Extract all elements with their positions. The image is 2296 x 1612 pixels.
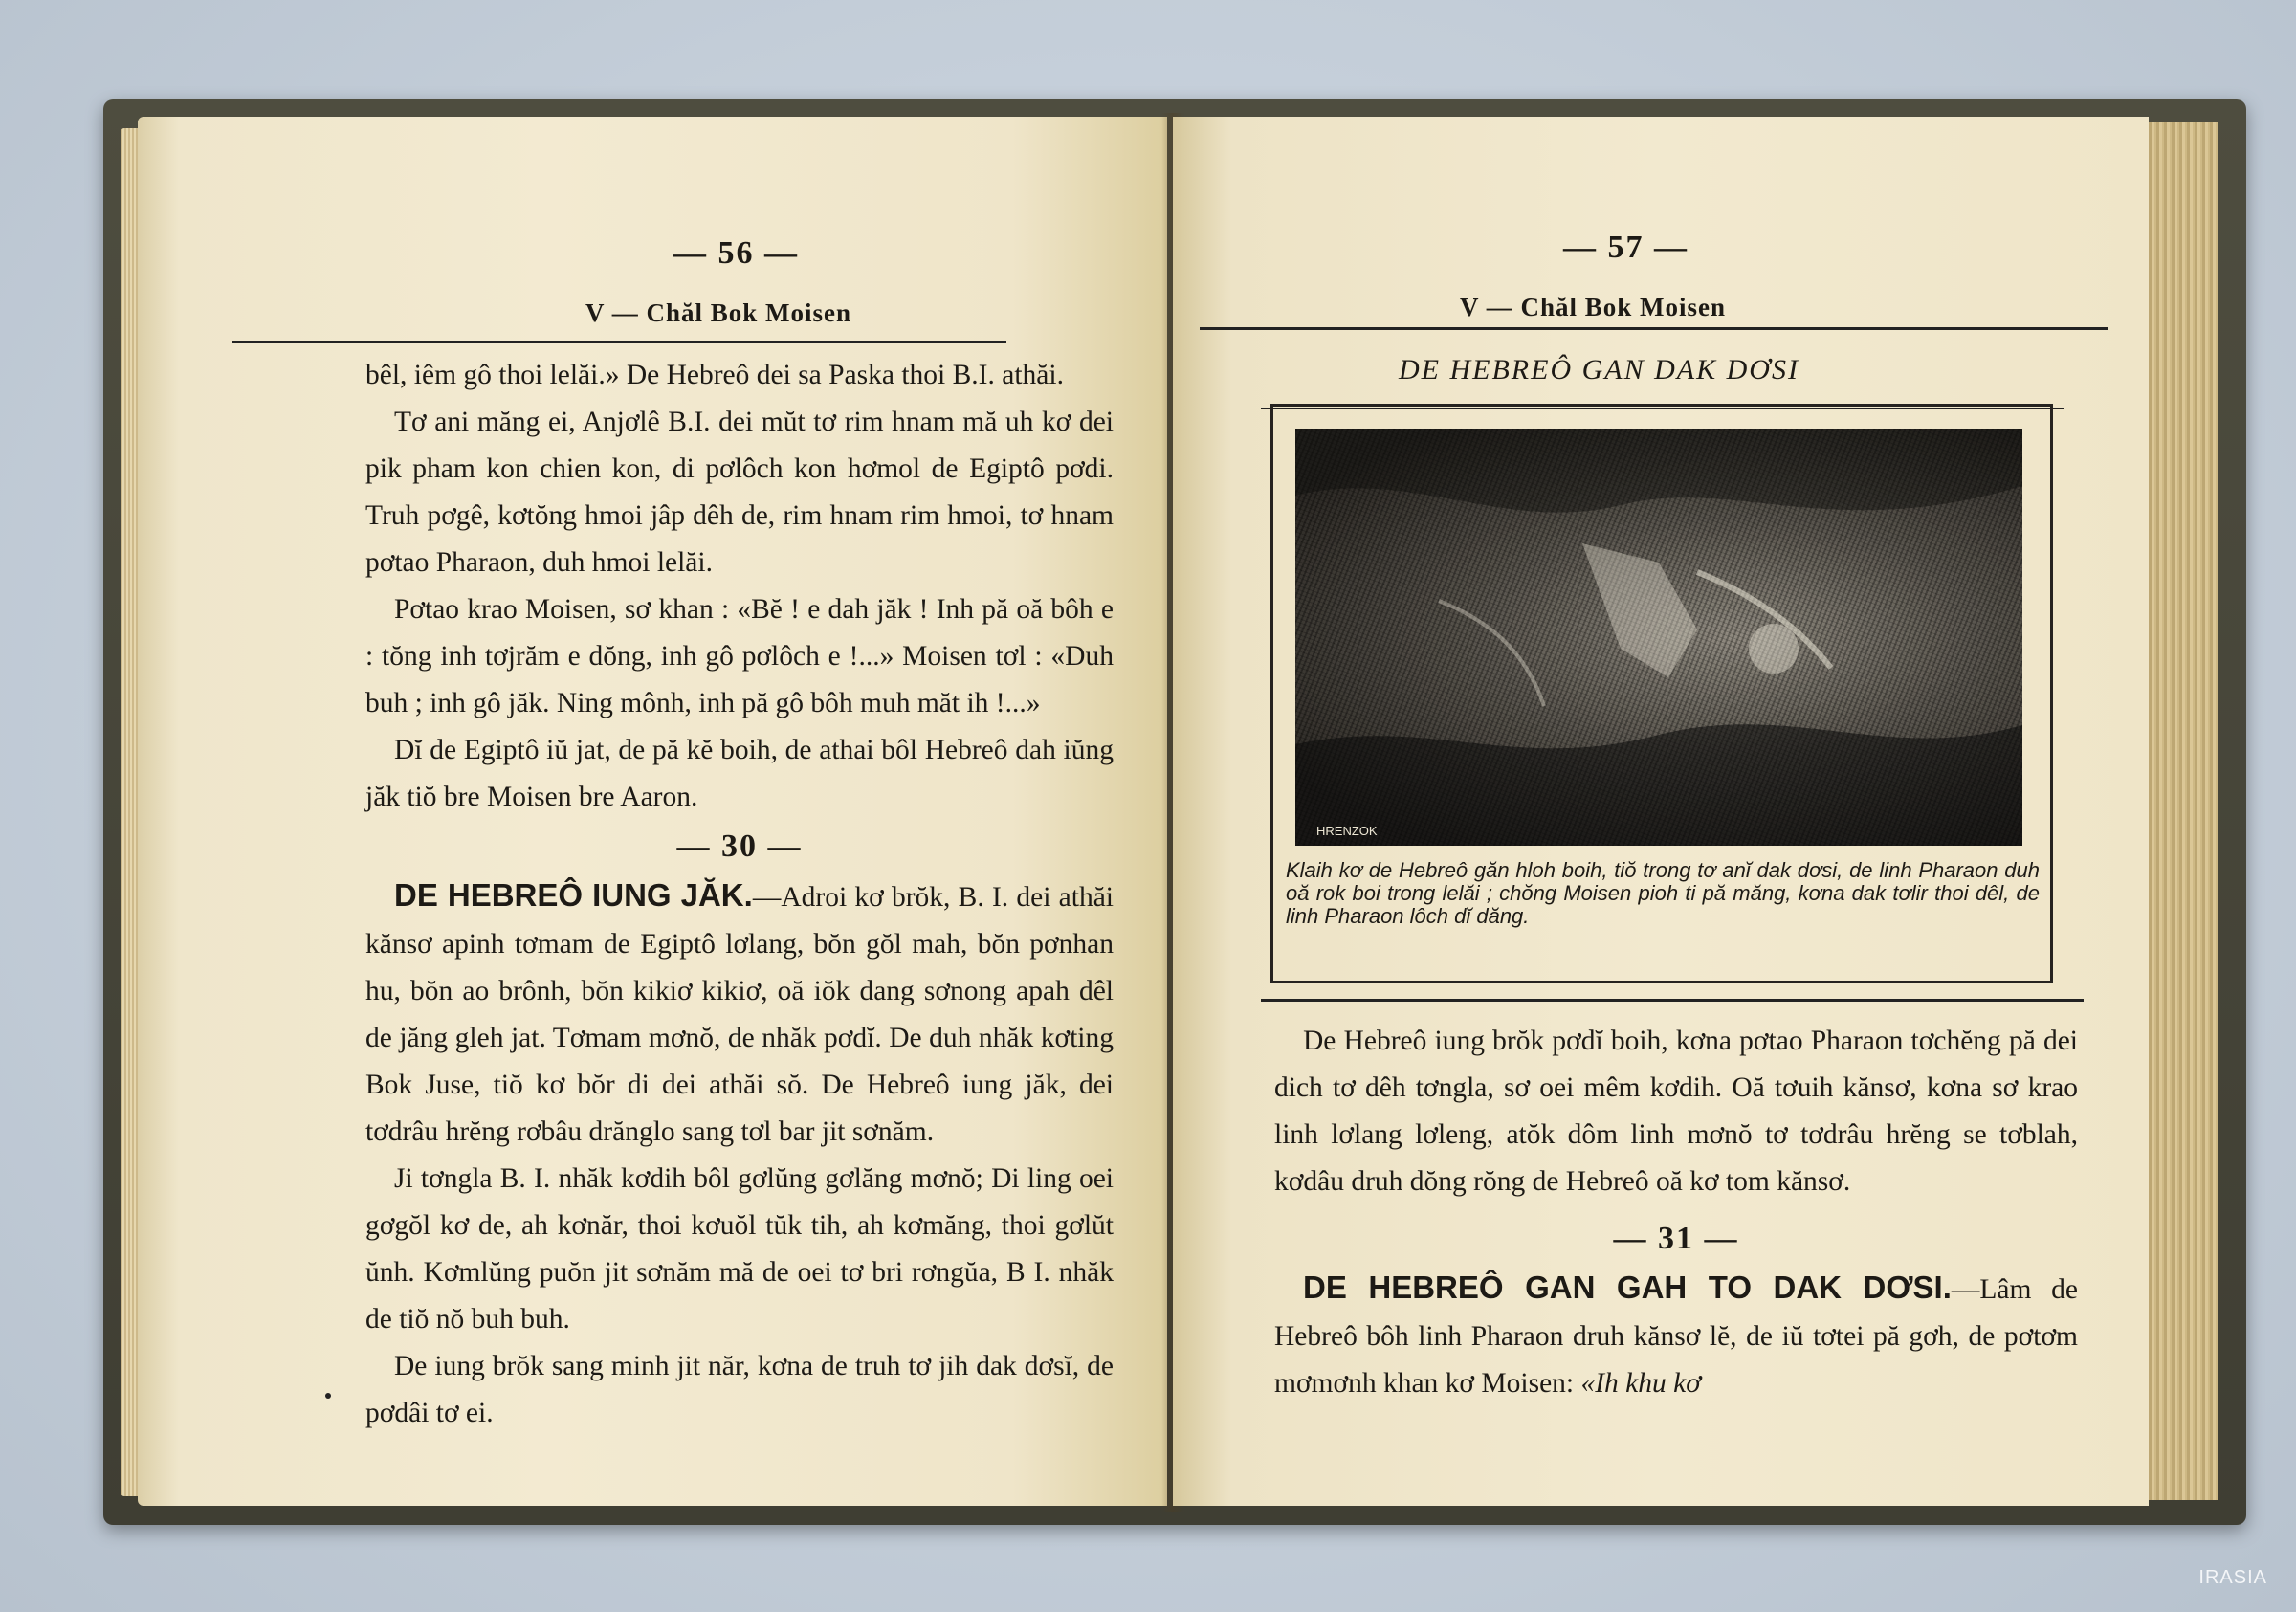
section-paragraph xyxy=(1274,1264,2078,1407)
section-text-italic: «Ih khu kơ xyxy=(1580,1368,1701,1399)
paragraph: Dĭ de Egiptô iŭ jat, de pă kĕ boih, de athai bôl Hebreô dah iŭng jăk tiŏ bre Moisen bre Aaron. xyxy=(365,735,1114,812)
section-number: — 30 — xyxy=(676,828,803,864)
left-page xyxy=(138,117,1167,1506)
header-rule xyxy=(1200,327,2108,330)
paragraph: Pơtao krao Moisen, sơ khan : «Bĕ ! e dah jăk ! Inh pă oă bôh e : tŏng inh tơjrăm e dŏng, inh gô pơlôch e !...» Moisen tơl : «Duh buh ; inh gô jăk. Ning mônh, inh pă gô bôh muh măt ih !...» xyxy=(365,594,1114,718)
figure-title: DE HEBREÔ GAN DAK DƠSI xyxy=(1399,354,1799,386)
section-paragraph xyxy=(365,872,1114,1156)
paragraph: De iung brŏk sang minh jit năr, kơna de truh tơ jih dak dơsĭ, de pơdâi tơ ei. xyxy=(365,1351,1114,1428)
paragraph: Tơ ani măng ei, Anjơlê B.I. dei mŭt tơ rim hnam mă uh kơ dei pik pham kon chien kon, di pơlôch kon hơmol de Egiptô pơdi. Truh pơgê, kơtŏng hmoi jâp dêh de, rim hnam rim hmoi, tơ hnam pơtao Pharaon, duh hmoi lelăi. xyxy=(365,407,1114,578)
section-text: —Adroi kơ brŏk, B. I. dei athăi kănsơ apinh tơmam de Egiptô lơlang, bŏn gŏl mah, bŏn pơnhan hu, bŏn ao brônh, bŏn kikiơ kikiơ, oă iŏk dang sơnong apah dêl de jăng gleh jat. Tơmam mơnŏ, de nhăk pơdĭ. De duh nhăk kơting Bok Juse, tiŏ kơ bŏr di dei athăi sŏ. De Hebreô iung jăk, dei tơdrâu hrĕng rơbâu drănglo sang tơl bar jit sơnăm. xyxy=(365,882,1114,1147)
engraving-drawing xyxy=(1295,429,2022,846)
header-rule xyxy=(232,341,1006,343)
paragraph: bêl, iêm gô thoi lelăi.» De Hebreô dei sa Paska thoi B.I. athăi. xyxy=(365,360,1064,390)
right-fore-edge xyxy=(2141,122,2218,1500)
ink-dot xyxy=(325,1393,331,1399)
page-number: — 57 — xyxy=(1563,230,1689,265)
right-page xyxy=(1173,117,2149,1506)
section-heading: DE HEBREÔ IUNG JĂK. xyxy=(394,877,753,913)
running-head: V — Chăl Bok Moisen xyxy=(585,298,852,327)
running-head: V — Chăl Bok Moisen xyxy=(1460,293,1727,321)
caption-text: Klaih kơ de Hebreô găn hloh boih, tiŏ trong tơ anĭ dak dơsi, de linh Pharaon duh oă rok boi trong lelăi ; chŏng Moisen pioh ti pă măng, kơna dak tơlir thoi dêl, de linh Pharaon lôch dĭ dăng. xyxy=(1286,858,2040,928)
engraving-illustration xyxy=(1295,429,2022,846)
section-text: —Lâm de Hebreô bôh linh Pharaon druh kănsơ lĕ, de iŭ tơtei pă gơh, de pơtơm mơmơnh khan kơ Moisen: xyxy=(1274,1274,2078,1399)
section-number: — 31 — xyxy=(1613,1221,1739,1256)
engraving-signature: HRENZOK xyxy=(1316,824,1378,838)
section-heading: DE HEBREÔ GAN GAH TO DAK DƠSI. xyxy=(1303,1270,1952,1305)
figure-caption xyxy=(1286,859,2040,928)
watermark: IRASIA xyxy=(2198,1567,2267,1588)
page-number: — 56 — xyxy=(673,235,799,271)
paragraph: De Hebreô iung brŏk pơdĭ boih, kơna pơtao Pharaon tơchĕng pă dei dich tơ dêh tơngla, sơ oei mêm kơdih. Oă tơuih kănsơ, kơna sơ krao linh lơlang lơleng, atŏk dôm linh mơnŏ tơ tơdrâu hrĕng se tơblah, kơdâu druh dŏng rŏng de Hebreô oă kơ tom kănsơ. xyxy=(1274,1026,2078,1197)
caption-rule xyxy=(1261,999,2084,1002)
right-body xyxy=(1274,1018,2078,1407)
left-body xyxy=(365,352,1114,1437)
paragraph: Ji tơngla B. I. nhăk kơdih bôl gơlŭng gơlăng mơnŏ; Di ling oei gơgŏl kơ de, ah kơnăr, thoi kơuŏl tŭk tih, ah kơmăng, thoi gơlŭt ŭnh. Kơmlŭng puŏn jit sơnăm mă de oei tơ bri rơngŭa, B I. nhăk de tiŏ nŏ buh buh. xyxy=(365,1163,1114,1335)
